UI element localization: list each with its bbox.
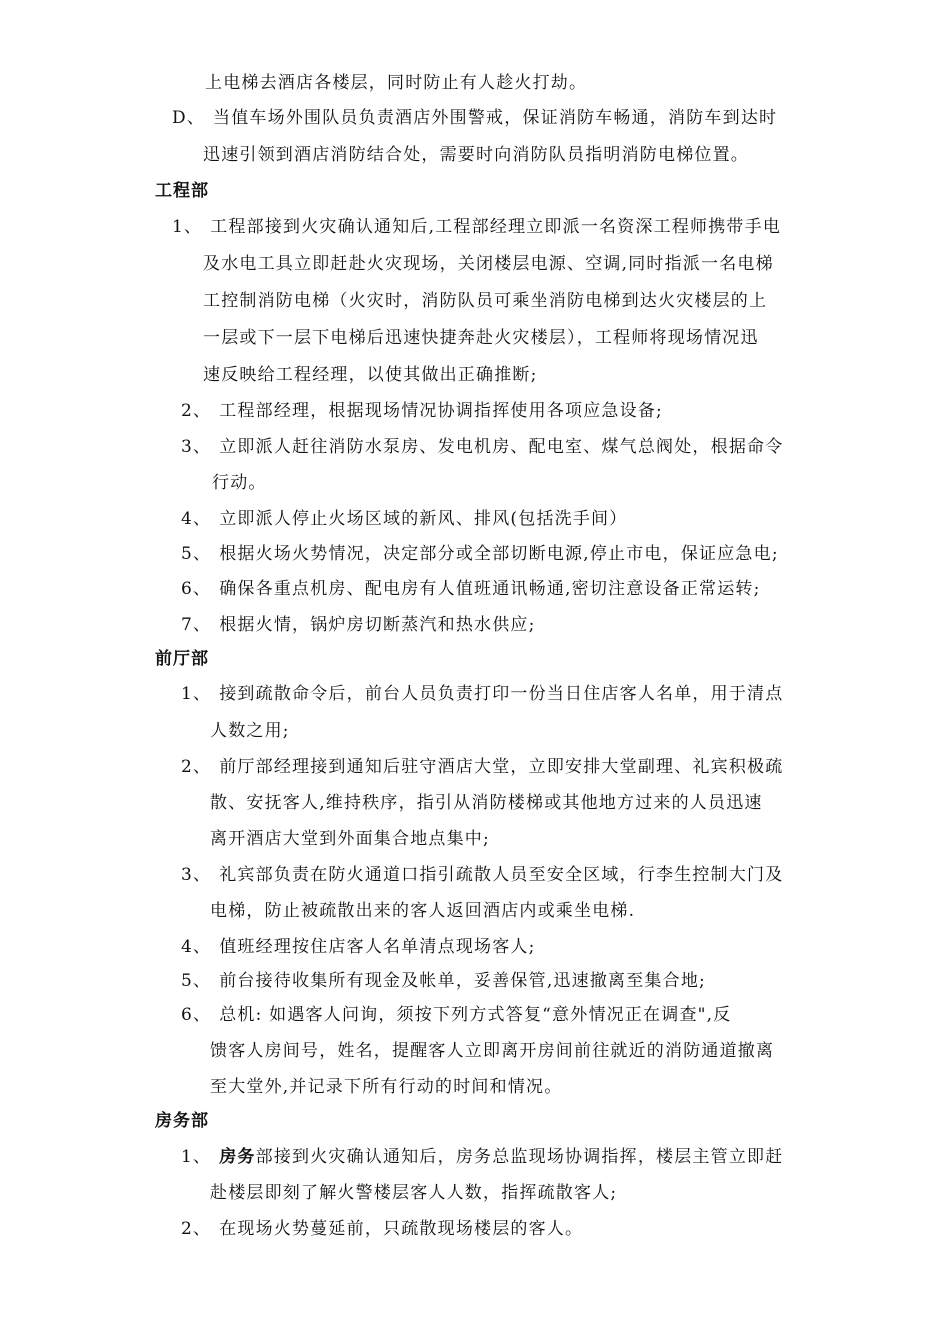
item-number: 5、 — [181, 971, 212, 991]
engineering-item-1 — [172, 216, 781, 238]
item-number: 1、 — [181, 1147, 212, 1167]
housekeeping-item-1-line-2: 赴楼层即刻了解火警楼层客人人数，指挥疏散客人; — [210, 1183, 618, 1203]
item-d-text: 当值车场外围队员负责酒店外围警戒，保证消防车畅通，消防车到达时 — [213, 108, 778, 128]
item-text: 确保各重点机房、配电房有人值班通讯畅通,密切注意设备正常运转; — [219, 579, 761, 599]
engineering-item-1-line-5: 速反映给工程经理，以使其做出正确推断; — [203, 365, 538, 385]
engineering-item-1-line-3: 工控制消防电梯（火灾时，消防队员可乘坐消防电梯到达火灾楼层的上 — [203, 291, 768, 311]
engineering-item-4 — [181, 508, 627, 530]
item-number: 7、 — [181, 615, 212, 635]
front-office-item-5 — [181, 970, 706, 992]
front-office-item-6-line-3: 至大堂外,并记录下所有行动的时间和情况。 — [210, 1077, 563, 1097]
item-number: 5、 — [181, 544, 212, 564]
front-office-item-6-line-2: 馈客人房间号，姓名，提醒客人立即离开房间前往就近的消防通道撤离 — [210, 1041, 775, 1061]
item-number: 4、 — [181, 509, 212, 529]
front-office-item-2-line-2: 散、安抚客人,维持秩序，指引从消防楼梯或其他地方过来的人员迅速 — [210, 793, 763, 813]
engineering-item-7 — [181, 614, 536, 636]
item-text: 接到疏散命令后，前台人员负责打印一份当日住店客人名单，用于清点 — [219, 684, 784, 704]
front-office-item-1-line-2: 人数之用; — [210, 721, 290, 741]
item-d-marker: D、 — [172, 108, 206, 128]
engineering-item-6 — [181, 578, 761, 600]
item-text: 工程部经理，根据现场情况协调指挥使用各项应急设备; — [219, 401, 663, 421]
section-heading-engineering: 工程部 — [155, 181, 209, 201]
item-text: 总机: 如遇客人问询，须按下列方式答复“意外情况正在调查",反 — [219, 1005, 732, 1025]
item-text: 工程部接到火灾确认通知后,工程部经理立即派一名资深工程师携带手电 — [210, 217, 782, 237]
item-number: 6、 — [181, 579, 212, 599]
front-office-item-2-line-3: 离开酒店大堂到外面集合地点集中; — [210, 829, 490, 849]
item-text: 根据火场火势情况，决定部分或全部切断电源,停止市电，保证应急电; — [219, 544, 779, 564]
item-number: 6、 — [181, 1005, 212, 1025]
item-text: 前厅部经理接到通知后驻守酒店大堂，立即安排大堂副理、礼宾积极疏 — [219, 757, 784, 777]
engineering-item-1-line-2: 及水电工具立即赶赴火灾现场，关闭楼层电源、空调,同时指派一名电梯 — [203, 254, 774, 274]
section-heading-housekeeping: 房务部 — [155, 1111, 209, 1131]
engineering-item-2 — [181, 400, 663, 422]
section-heading-front-office: 前厅部 — [155, 649, 209, 669]
front-office-item-4 — [181, 936, 536, 958]
item-text: 立即派人停止火场区域的新风、排风(包括洗手间） — [219, 509, 628, 529]
item-number: 2、 — [181, 757, 212, 777]
item-number: 2、 — [181, 401, 212, 421]
housekeeping-item-1 — [181, 1146, 783, 1168]
front-office-item-2 — [181, 756, 783, 778]
housekeeping-item-2 — [181, 1218, 583, 1240]
item-text: 根据火情，锅炉房切断蒸汽和热水供应; — [219, 615, 536, 635]
item-number: 3、 — [181, 437, 212, 457]
item-number: 3、 — [181, 865, 212, 885]
item-d — [172, 107, 777, 129]
item-number: 4、 — [181, 937, 212, 957]
engineering-item-3 — [181, 436, 783, 458]
engineering-item-1-line-4: 一层或下一层下电梯后迅速快捷奔赴火灾楼层），工程师将现场情况迅 — [203, 328, 759, 348]
front-office-item-3 — [181, 864, 783, 886]
engineering-item-3-line-2: 行动。 — [212, 473, 267, 493]
front-office-item-1 — [181, 683, 783, 705]
item-bold-keyword: 房务 — [219, 1147, 256, 1167]
item-text: 立即派人赶往消防水泵房、发电机房、配电室、煤气总阀处，根据命令 — [219, 437, 784, 457]
item-text: 礼宾部负责在防火通道口指引疏散人员至安全区域，行李生控制大门及 — [219, 865, 784, 885]
item-number: 1、 — [181, 684, 212, 704]
item-number: 1、 — [172, 217, 203, 237]
engineering-item-5 — [181, 543, 779, 565]
item-text: 部接到火灾确认通知后，房务总监现场协调指挥，楼层主管立即赶 — [255, 1147, 784, 1167]
item-text: 值班经理按住店客人名单清点现场客人; — [219, 937, 536, 957]
item-text: 在现场火势蔓延前，只疏散现场楼层的客人。 — [219, 1219, 584, 1239]
item-number: 2、 — [181, 1219, 212, 1239]
intro-line: 上电梯去酒店各楼层，同时防止有人趁火打劫。 — [205, 73, 588, 93]
front-office-item-3-line-2: 电梯，防止被疏散出来的客人返回酒店内或乘坐电梯. — [210, 901, 636, 921]
item-d-continuation: 迅速引领到酒店消防结合处，需要时向消防队员指明消防电梯位置。 — [203, 145, 749, 165]
front-office-item-6 — [181, 1004, 731, 1026]
item-text: 前台接待收集所有现金及帐单，妥善保管,迅速撤离至集合地; — [219, 971, 706, 991]
